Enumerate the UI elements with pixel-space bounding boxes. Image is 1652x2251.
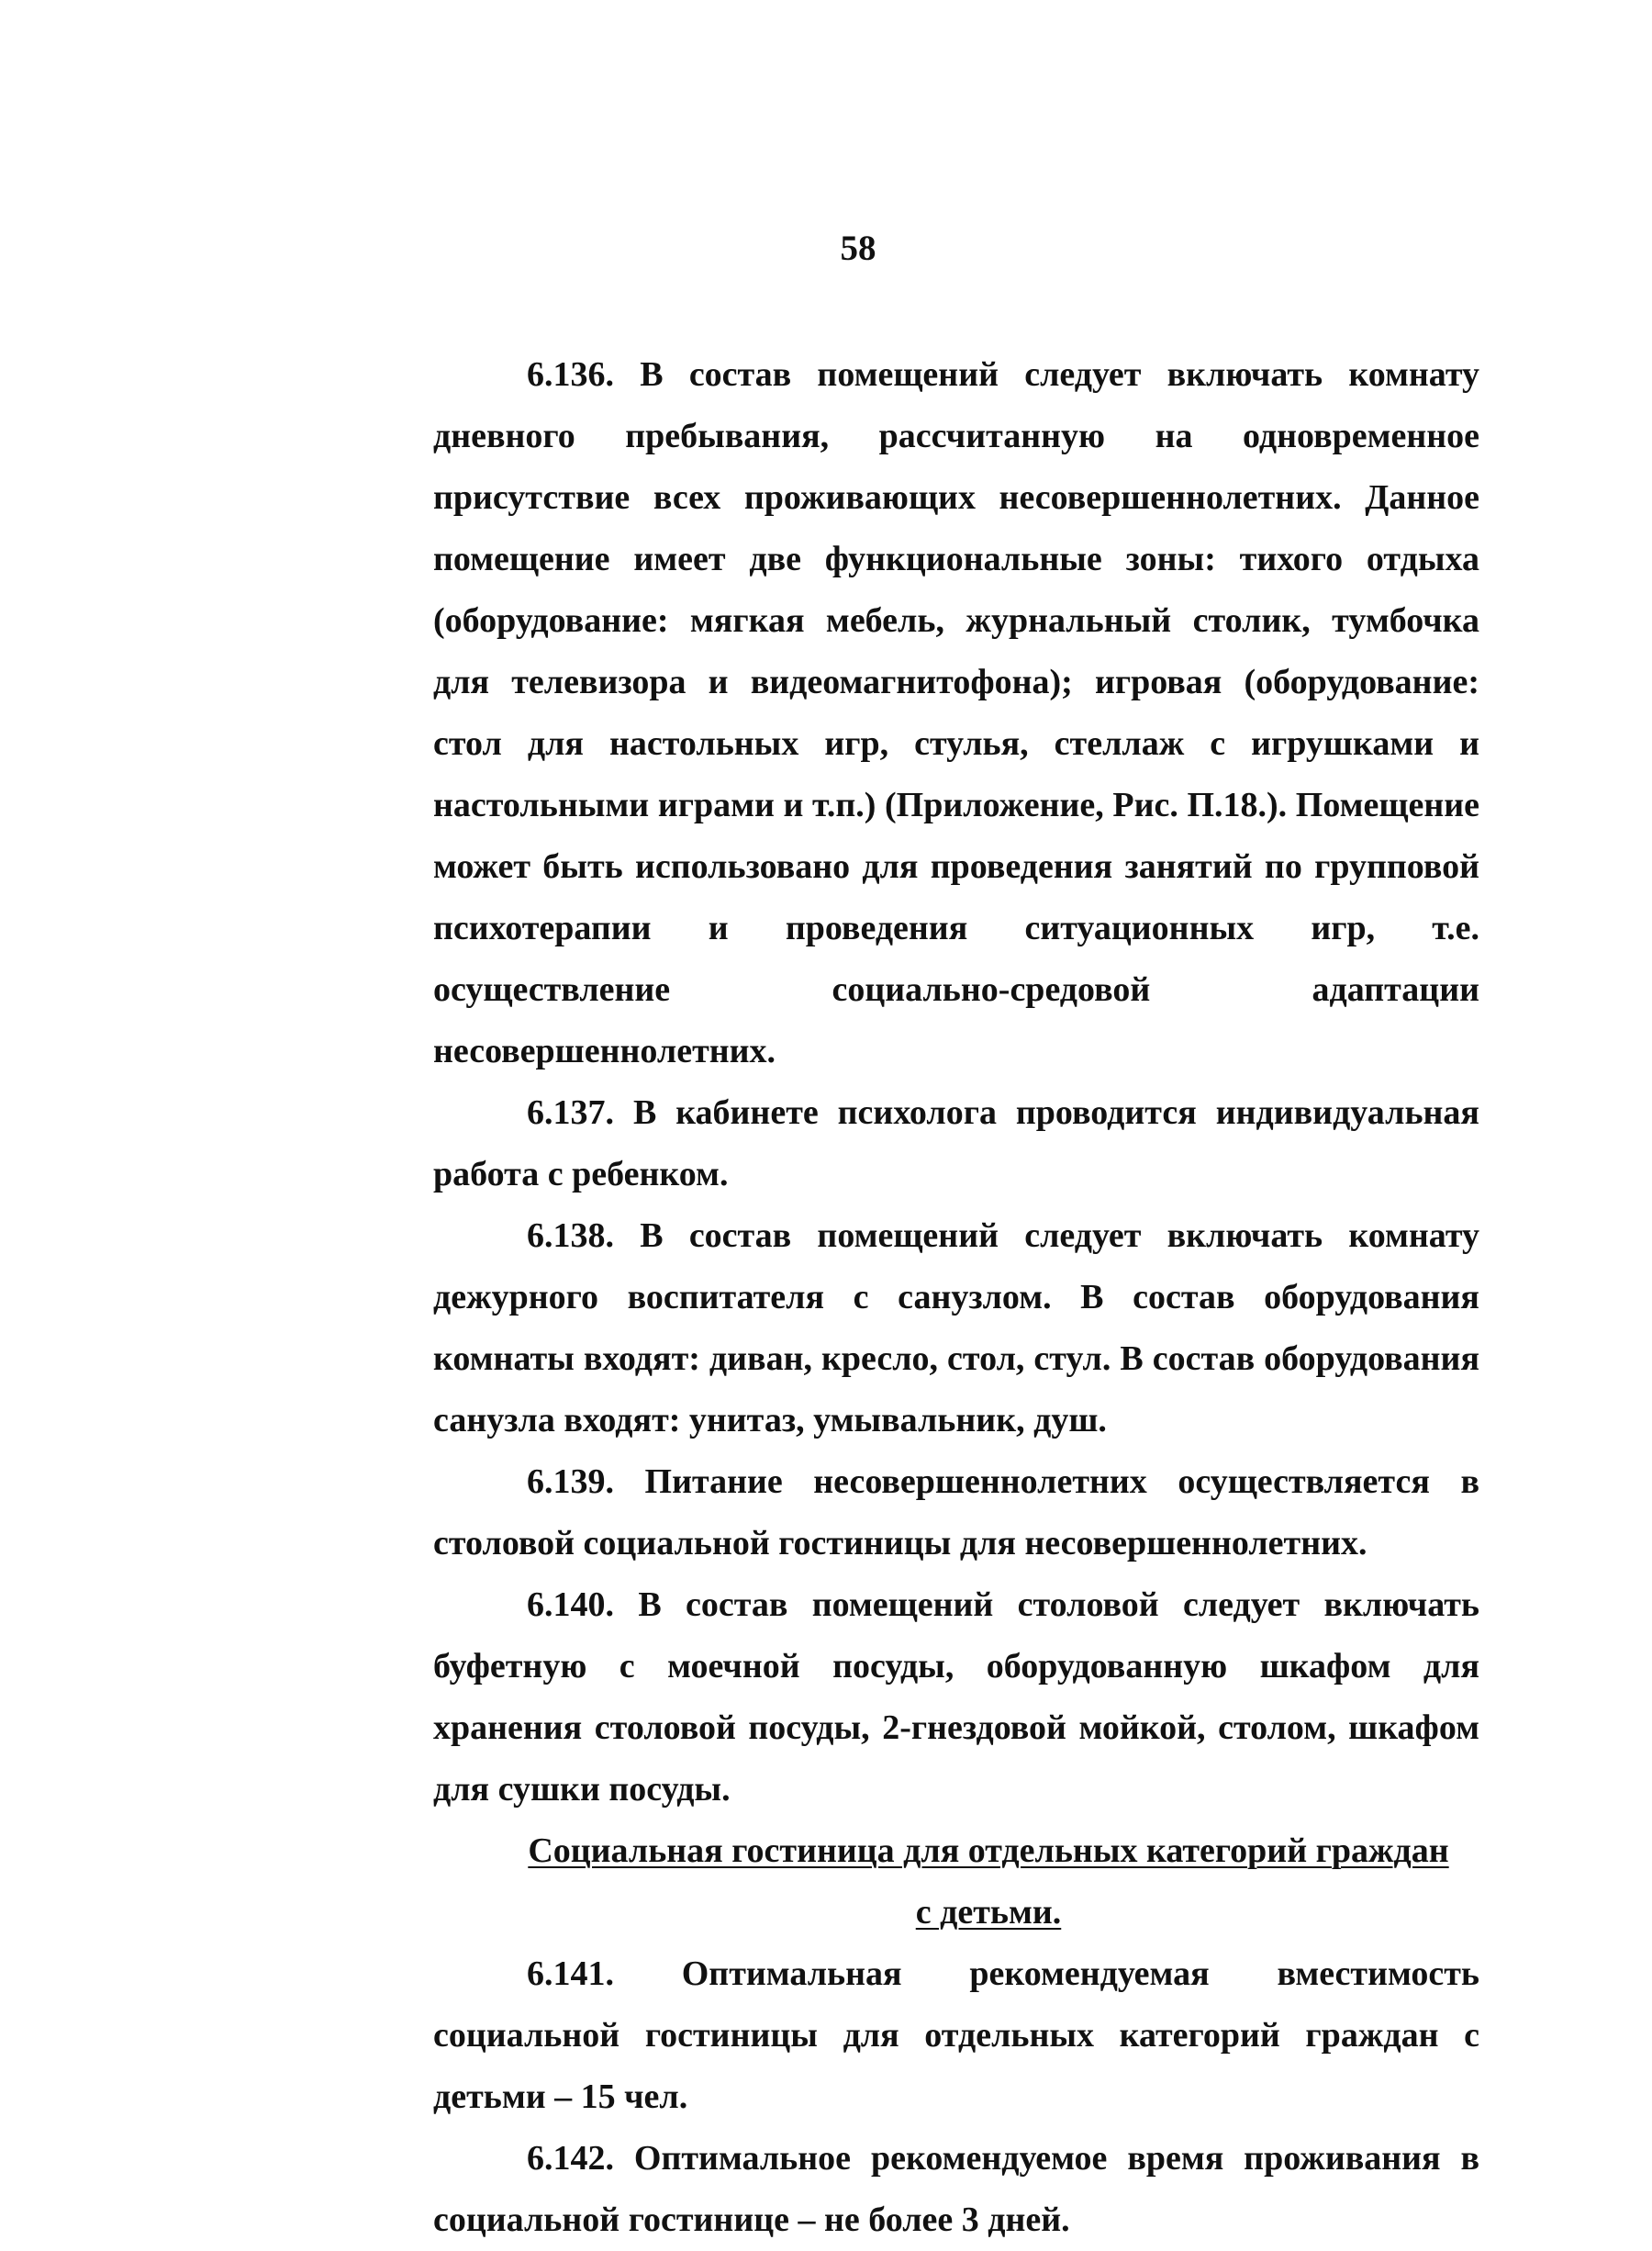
section-heading-line-1: Социальная гостиница для отдельных категорий граждан	[528, 1831, 1449, 1870]
paragraph-6-137: 6.137. В кабинете психолога проводится индивидуальная работа с ребенком.	[433, 1093, 1479, 1193]
paragraph-6-138: 6.138. В состав помещений следует включать комнату дежурного воспитателя с санузлом. В состав оборудования комнаты входят: диван, кресло, стол, стул. В состав оборудования санузла входят: унитаз, умывальник, душ.	[433, 1216, 1479, 1439]
paragraph-6-140: 6.140. В состав помещений столовой следует включать буфетную с моечной посуды, оборудованную шкафом для хранения столовой посуды, 2-гнездовой мойкой, столом, шкафом для сушки посуды.	[433, 1585, 1479, 1809]
page-content	[433, 344, 1479, 2251]
paragraph-6-139: 6.139. Питание несовершеннолетних осуществляется в столовой социальной гостиницы для несовершеннолетних.	[433, 1462, 1479, 1562]
paragraph-6-142: 6.142. Оптимальное рекомендуемое время проживания в социальной гостинице – не более 3 дней.	[433, 2139, 1479, 2239]
page-number: 58	[840, 229, 876, 268]
section-heading-line-2: с детьми.	[915, 1893, 1062, 1932]
paragraph-6-136: 6.136. В состав помещений следует включать комнату дневного пребывания, рассчитанную на одновременное присутствие всех проживающих несовершеннолетних. Данное помещение имеет две функциональные зоны: тихого отдыха (оборудование: мягкая мебель, журнальный столик, тумбочка для телевизора и видеомагнитофона); игровая (оборудование: стол для настольных игр, стулья, стеллаж с игрушками и настольными играми и т.п.) (Приложение, Рис. П.18.). Помещение может быть использовано для проведения занятий по групповой психотерапии и проведения ситуационных игр, т.е. осуществление социально-средовой адаптации несовершеннолетних.	[433, 355, 1479, 1070]
paragraph-6-141: 6.141. Оптимальная рекомендуемая вместимость социальной гостиницы для отдельных категорий граждан с детьми – 15 чел.	[433, 1954, 1479, 2116]
